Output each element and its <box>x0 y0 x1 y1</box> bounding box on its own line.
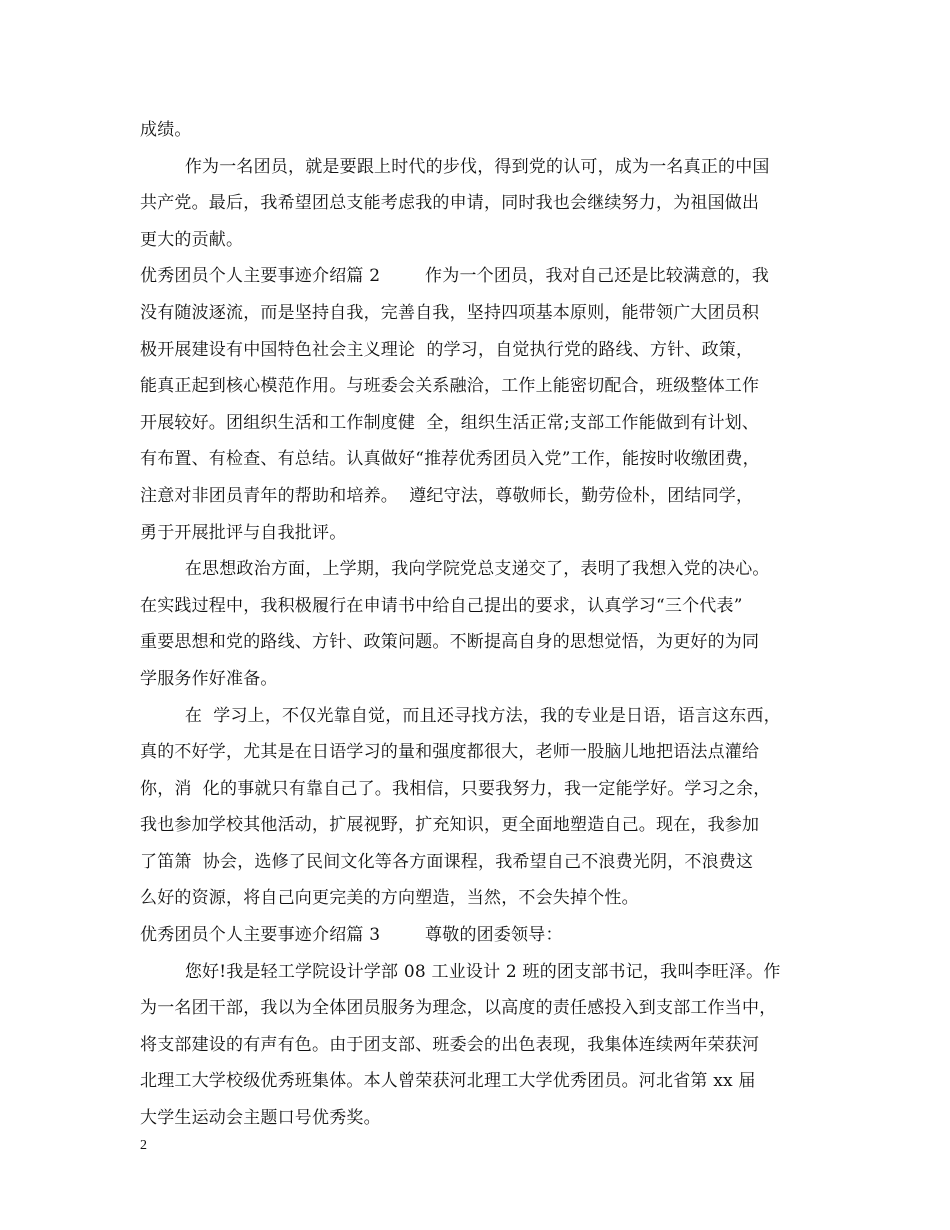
text-line: 能真正起到核心模范作用。与班委会关系融洽，工作上能密切配合，班级整体工作 <box>140 376 760 397</box>
text-line: 为一名团干部，我以为全体团员服务为理念，以高度的责任感投入到支部工作当中， <box>140 998 777 1019</box>
text-line: 勇于开展批评与自我批评。 <box>140 522 347 543</box>
text-line: 我也参加学校其他活动，扩展视野，扩充知识，更全面地塑造自己。现在，我参加 <box>140 815 760 836</box>
text-line: 极开展建设有中国特色社会主义理论 的学习，自觉执行党的路线、方针、政策， <box>140 339 754 360</box>
text-line: 共产党。最后，我希望团总支能考虑我的申请，同时我也会继续努力，为祖国做出 <box>140 193 760 214</box>
text-line: 北理工大学校级优秀班集体。本人曾荣获河北理工大学优秀团员。河北省第 xx 届 <box>140 1071 756 1092</box>
text-line: 有布置、有检查、有总结。认真做好“推荐优秀团员入党”工作，能按时收缴团费， <box>140 449 760 470</box>
text-line: 在实践过程中，我积极履行在申请书中给自己提出的要求，认真学习“三个代表” <box>140 595 743 616</box>
text-line: 成绩。 <box>140 120 192 140</box>
text-line: 了笛箫 协会，选修了民间文化等各方面课程，我希望自己不浪费光阴，不浪费这 <box>140 851 754 872</box>
document-body <box>140 112 820 1137</box>
text-line: 你，消 化的事就只有靠自己了。我相信，只要我努力，我一定能学好。学习之余， <box>140 778 771 799</box>
text-line: 注意对非团员青年的帮助和培养。 遵纪守法，尊敬师长，勤劳俭朴，团结同学， <box>140 485 754 506</box>
text-line: 在思想政治方面，上学期，我向学院党总支递交了，表明了我想入党的决心。 <box>140 559 770 580</box>
text-line: 开展较好。团组织生活和工作制度健 全，组织生活正常;支部工作能做到有计划、 <box>140 412 760 433</box>
section-heading-line: 优秀团员个人主要事迹介绍篇 3 尊敬的团委领导： <box>140 925 563 946</box>
text-line: 没有随波逐流，而是坚持自我，完善自我，坚持四项基本原则，能带领广大团员积 <box>140 302 760 323</box>
text-line: 大学生运动会主题口号优秀奖。 <box>140 1108 381 1129</box>
text-line: 作为一名团员，就是要跟上时代的步伐，得到党的认可，成为一名真正的中国 <box>140 156 770 177</box>
section-heading-line: 优秀团员个人主要事迹介绍篇 2 作为一个团员，我对自己还是比较满意的，我 <box>140 266 770 287</box>
text-line: 学服务作好准备。 <box>140 668 278 689</box>
text-line: 您好!我是轻工学院设计学部 08 工业设计 2 班的团支部书记，我叫李旺泽。作 <box>140 961 781 982</box>
text-line: 真的不好学，尤其是在日语学习的量和强度都很大，老师一股脑儿地把语法点灌给 <box>140 742 760 763</box>
text-line: 么好的资源，将自己向更完美的方向塑造，当然，不会失掉个性。 <box>140 888 639 909</box>
text-line: 将支部建设的有声有色。由于团支部、班委会的出色表现，我集体连续两年荣获河 <box>140 1034 760 1055</box>
text-line: 在 学习上，不仅光靠自觉，而且还寻找方法，我的专业是日语，语言这东西， <box>140 705 781 726</box>
text-line: 更大的贡献。 <box>140 229 244 250</box>
page-number: 2 <box>140 1138 147 1153</box>
text-line: 重要思想和党的路线、方针、政策问题。不断提高自身的思想觉悟，为更好的为同 <box>140 632 760 653</box>
